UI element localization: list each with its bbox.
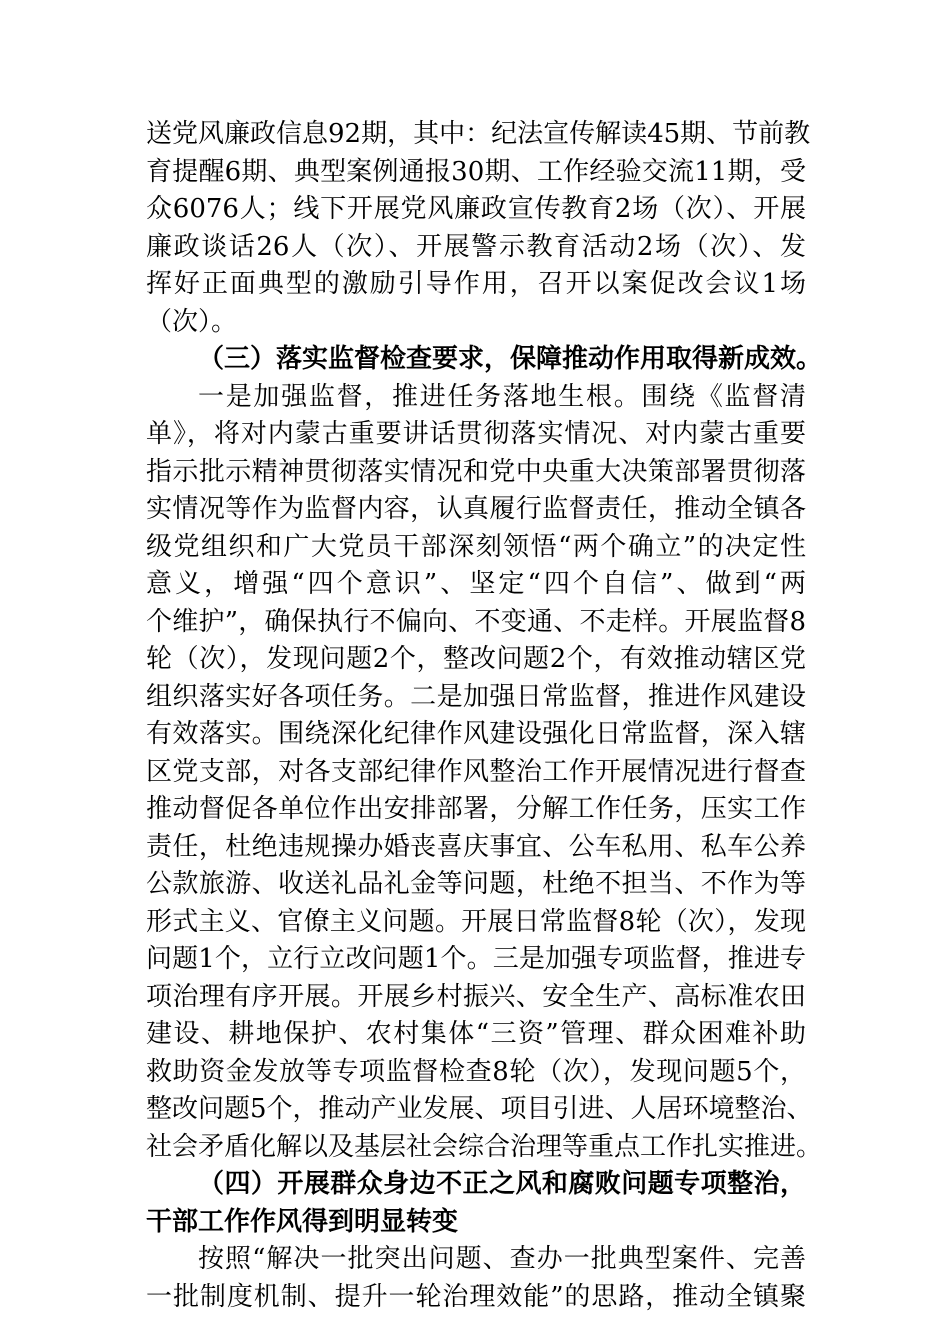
text-line: 救助资金发放等专项监督检查8轮（次），发现问题5个， (146, 1057, 806, 1087)
section-heading: （三）落实监督检查要求，保障推动作用取得新成效。 (198, 344, 823, 374)
text-line: 建设、耕地保护、农村集体“三资”管理、群众困难补助 (146, 1019, 806, 1049)
text-line: 组织落实好各项任务。二是加强日常监督，推进作风建设 (146, 682, 806, 712)
text-line: 实情况等作为监督内容，认真履行监督责任，推动全镇各 (146, 494, 806, 524)
text-line: 挥好正面典型的激励引导作用，召开以案促改会议1场 (146, 269, 806, 299)
text-line: 单》，将对内蒙古重要讲话贯彻落实情况、对内蒙古重要 (146, 419, 806, 449)
text-line: 按照“解决一批突出问题、查办一批典型案件、完善 (198, 1244, 806, 1274)
text-line: 推动督促各单位作出安排部署，分解工作任务，压实工作 (146, 794, 806, 824)
text-line: 育提醒6期、典型案例通报30期、工作经验交流11期，受 (146, 157, 806, 187)
text-line: 社会矛盾化解以及基层社会综合治理等重点工作扎实推进。 (146, 1132, 823, 1162)
text-line: 有效落实。围绕深化纪律作风建设强化日常监督，深入辖 (146, 719, 806, 749)
section-heading: （四）开展群众身边不正之风和腐败问题专项整治， (198, 1169, 806, 1199)
text-line: 级党组织和广大党员干部深刻领悟“两个确立”的决定性 (146, 532, 806, 562)
text-line: 众6076人；线下开展党风廉政宣传教育2场（次）、开展 (146, 194, 806, 224)
text-line: 公款旅游、收送礼品礼金等问题，杜绝不担当、不作为等 (146, 869, 806, 899)
text-line: 项治理有序开展。开展乡村振兴、安全生产、高标准农田 (146, 982, 806, 1012)
text-line: 送党风廉政信息92期，其中：纪法宣传解读45期、节前教 (146, 119, 811, 149)
text-line: 廉政谈话26人（次）、开展警示教育活动2场（次）、发 (146, 232, 806, 262)
text-line: 个维护”，确保执行不偏向、不变通、不走样。开展监督8 (146, 607, 806, 637)
text-line: 责任，杜绝违规操办婚丧喜庆事宜、公车私用、私车公养 (146, 832, 806, 862)
text-line: 一批制度机制、提升一轮治理效能”的思路，推动全镇聚 (146, 1282, 806, 1312)
text-line: 整改问题5个，推动产业发展、项目引进、人居环境整治、 (146, 1094, 813, 1124)
text-line: （次）。 (146, 307, 238, 337)
text-line: 指示批示精神贯彻落实情况和党中央重大决策部署贯彻落 (146, 457, 806, 487)
text-line: 区党支部，对各支部纪律作风整治工作开展情况进行督查 (146, 757, 806, 787)
text-line: 轮（次），发现问题2个，整改问题2个，有效推动辖区党 (146, 644, 806, 674)
text-line: 意义，增强“四个意识”、坚定“四个自信”、做到“两 (146, 569, 806, 599)
text-line: 一是加强监督，推进任务落地生根。围绕《监督清 (198, 382, 806, 412)
text-line: 形式主义、官僚主义问题。开展日常监督8轮（次），发现 (146, 907, 806, 937)
section-heading: 干部工作作风得到明显转变 (146, 1207, 459, 1237)
text-line: 问题1个，立行立改问题1个。三是加强专项监督，推进专 (146, 944, 806, 974)
